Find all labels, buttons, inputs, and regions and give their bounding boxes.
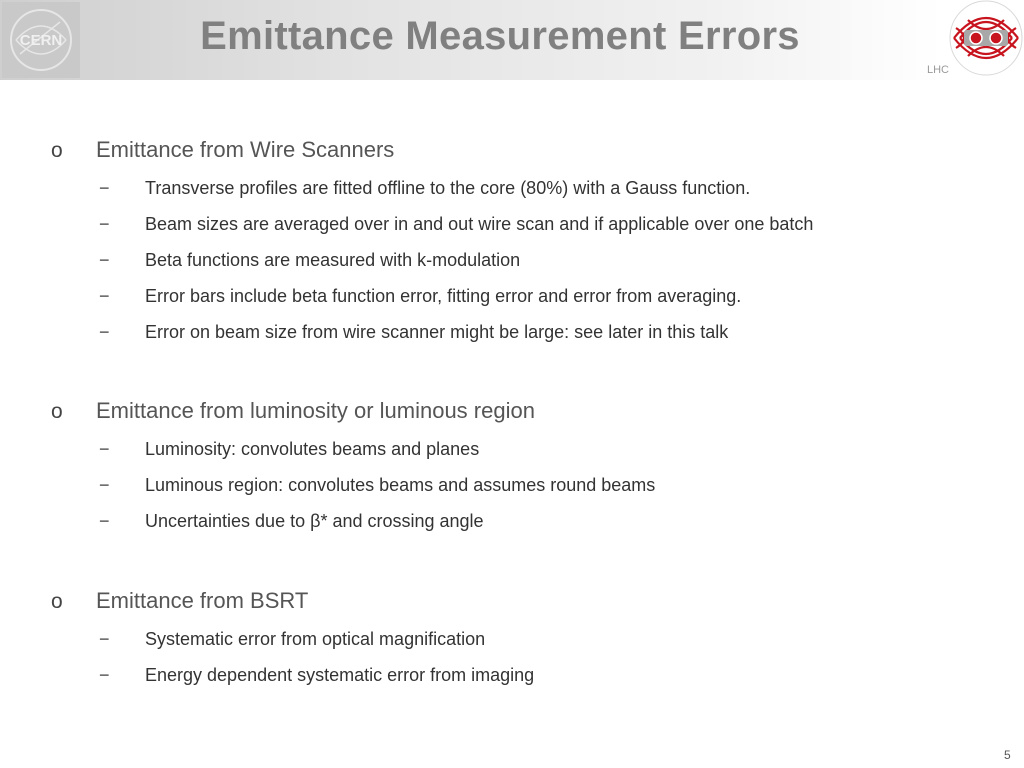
section-2-bullet: o: [51, 400, 63, 423]
section-1-item-3-dash: −: [99, 250, 110, 270]
section-3-item-2-dash: −: [99, 665, 110, 685]
section-1-item-4: Error bars include beta function error, fitting error and error from averaging.: [145, 286, 742, 306]
section-2-heading: Emittance from luminosity or luminous region: [96, 398, 535, 423]
section-1-item-1-dash: −: [99, 178, 110, 198]
section-1-item-5-dash: −: [99, 322, 110, 342]
cern-logo-text: CERN: [19, 32, 63, 49]
section-2-item-3: Uncertainties due to β* and crossing angle: [145, 511, 484, 531]
section-1-item-3: Beta functions are measured with k-modulation: [145, 250, 521, 270]
section-2-item-3-dash: −: [99, 511, 110, 531]
slide-title: Emittance Measurement Errors: [200, 14, 800, 58]
section-3-bullet: o: [51, 590, 63, 613]
section-3-item-1: Systematic error from optical magnification: [145, 629, 486, 649]
section-1-item-2-dash: −: [99, 214, 110, 234]
section-2-item-2-dash: −: [99, 475, 110, 495]
section-3-item-2: Energy dependent systematic error from imaging: [145, 665, 535, 685]
section-3-item-1-dash: −: [99, 629, 110, 649]
cern-logo: [2, 2, 80, 78]
section-1-heading: Emittance from Wire Scanners: [96, 137, 395, 162]
section-3-heading: Emittance from BSRT: [96, 588, 309, 613]
section-2-item-1: Luminosity: convolutes beams and planes: [145, 439, 480, 459]
page-number: 5: [1004, 748, 1011, 762]
section-1-bullet: o: [51, 139, 63, 162]
section-1-item-1: Transverse profiles are fitted offline to the core (80%) with a Gauss function.: [145, 178, 751, 198]
section-1-item-5: Error on beam size from wire scanner might be large: see later in this talk: [145, 322, 729, 342]
section-2-item-1-dash: −: [99, 439, 110, 459]
section-1-item-4-dash: −: [99, 286, 110, 306]
section-1-item-2: Beam sizes are averaged over in and out wire scan and if applicable over one batch: [145, 214, 814, 234]
lhc-logo-label: LHC: [927, 64, 950, 76]
section-2-item-2: Luminous region: convolutes beams and assumes round beams: [145, 475, 656, 495]
